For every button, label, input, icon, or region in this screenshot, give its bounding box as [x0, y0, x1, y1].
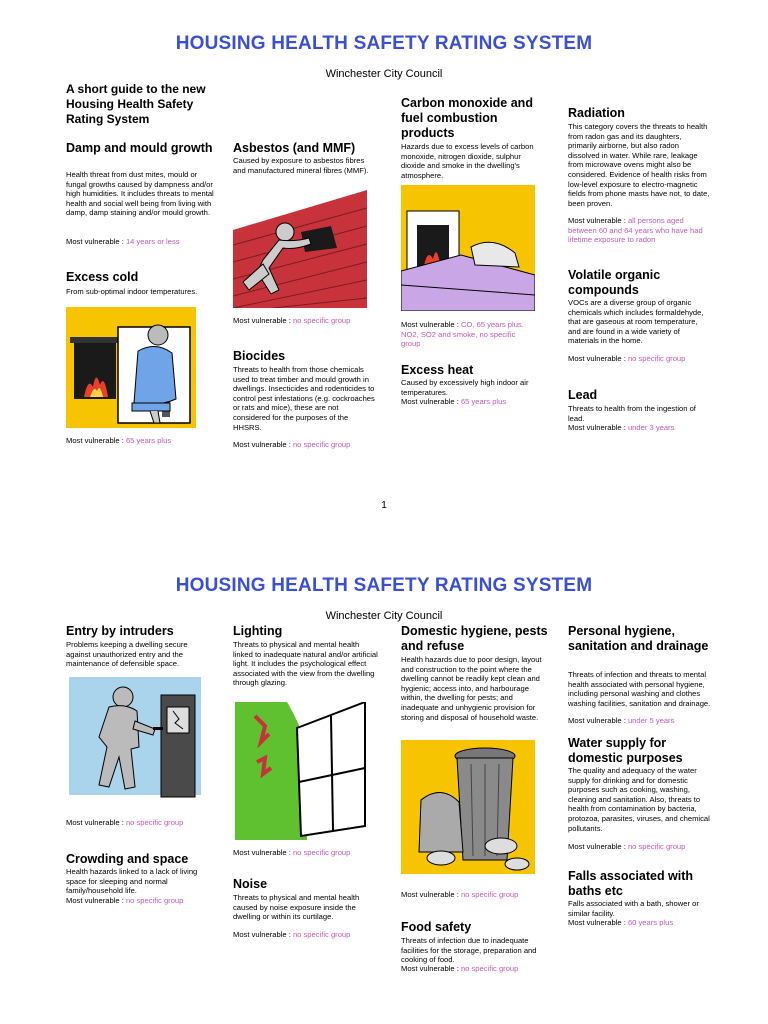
section-body-food: Threats of infection due to inadequate facilities for the storage, preparation and cooking of food. — [401, 936, 537, 965]
vulnerable-biocides: Most vulnerable : no specific group — [233, 440, 351, 449]
section-body-lead: Threats to health from the ingestion of lead. — [568, 404, 696, 423]
council-name: Winchester City Council — [325, 68, 443, 80]
section-heading-noise: Noise — [233, 877, 268, 891]
vulnerable-voc: Most vulnerable : no specific group — [568, 354, 686, 363]
section-heading-cold: Excess cold — [66, 270, 139, 284]
section-body-domestic: Health hazards due to poor design, layout and construction to the point where the dwelling cannot be readily kept clean and hygienic; access into, and harbourage within, the dwelling for pests; and inadequate and unhygienic provision for storing and disposal of household waste. — [401, 655, 542, 722]
section-heading-lead: Lead — [568, 388, 598, 402]
lighting-illustration — [235, 702, 367, 840]
section-body-damp: Health threat from dust mites, mould or fungal growths caused by dampness and/or high humidities. It includes threats to mental health and social well being from living with damp, damp staining and/or mould growth. — [66, 170, 214, 218]
vulnerable-domestic: Most vulnerable : no specific group — [401, 890, 519, 899]
vulnerable-lighting: Most vulnerable : no specific group — [233, 848, 351, 857]
section-body-water: The quality and adequacy of the water supply for drinking and for domestic purposes such as cooking, washing, cleaning and sanitation. Also, threats to health from contamination by bacteria, protozoa, parasites, viruses, and chemical pollutants. — [568, 766, 710, 833]
section-body-intruders: Problems keeping a dwelling secure against unauthorized entry and the maintenance of defensible space. — [66, 640, 188, 669]
vulnerable-water: Most vulnerable : no specific group — [568, 842, 686, 851]
pests-illustration — [401, 740, 535, 874]
page-number: 1 — [381, 500, 387, 511]
vulnerable-lead: Most vulnerable : under 3 years — [568, 423, 675, 432]
vulnerable-heat: Most vulnerable : 65 years plus — [401, 397, 507, 406]
vulnerable-asbestos: Most vulnerable : no specific group — [233, 316, 351, 325]
vulnerable-carbon: Most vulnerable : CO, 65 years plus. NO2, SO2 and smoke, no specific group — [401, 320, 524, 349]
intro-heading: A short guide to the new Housing Health Safety Rating System — [66, 82, 206, 126]
section-body-personal: Threats of infection and threats to mental health associated with personal hygiene, including personal washing and clothes washing facilities, sanitation and drainage. — [568, 670, 711, 708]
vulnerable-intruders: Most vulnerable : no specific group — [66, 818, 184, 827]
section-body-asbestos: Caused by exposure to asbestos fibres and manufactured mineral fibres (MMF). — [233, 156, 369, 175]
section-body-biocides: Threats to health from those chemicals used to treat timber and mould growth in dwellings. Insecticides and rodenticides to control pest infestations (e.g. cockroaches or rats and mice), these are not considered for the purposes of the HHSRS. — [233, 365, 375, 432]
section-heading-food: Food safety — [401, 920, 472, 934]
section-heading-voc: Volatile organic compounds — [568, 268, 661, 297]
section-heading-water: Water supply for domestic purposes — [568, 736, 683, 765]
asbestos-illustration — [233, 190, 367, 308]
section-heading-radiation: Radiation — [568, 106, 625, 120]
section-body-lighting: Threats to physical and mental health linked to inadequate natural and/or artificial light. It includes the psychological effect associated with the view from the dwelling through glazing. — [233, 640, 378, 688]
page-title: HOUSING HEALTH SAFETY RATING SYSTEM — [175, 33, 593, 54]
excess-cold-illustration — [66, 307, 196, 428]
section-heading-falls: Falls associated with baths etc — [568, 869, 694, 898]
section-heading-domestic: Domestic hygiene, pests and refuse — [401, 624, 548, 653]
vulnerable-radiation: Most vulnerable : all persons aged between 60 and 64 years who have had lifetime exposure to radon — [568, 216, 703, 245]
page-title-2: HOUSING HEALTH SAFETY RATING SYSTEM — [175, 575, 593, 596]
council-name-2: Winchester City Council — [325, 610, 443, 622]
vulnerable-noise: Most vulnerable : no specific group — [233, 930, 351, 939]
section-heading-intruders: Entry by intruders — [66, 624, 174, 638]
vulnerable-cold: Most vulnerable : 65 years plus — [66, 436, 172, 445]
intruder-illustration — [69, 677, 201, 807]
section-body-crowding: Health hazards linked to a lack of living space for sleeping and normal family/household life. — [66, 867, 198, 896]
vulnerable-food: Most vulnerable : no specific group — [401, 964, 519, 973]
section-heading-damp: Damp and mould growth — [66, 141, 213, 155]
section-heading-asbestos: Asbestos (and MMF) — [233, 141, 356, 155]
section-body-noise: Threats to physical and mental health caused by noise exposure inside the dwelling or within its curtilage. — [233, 893, 360, 922]
section-heading-heat: Excess heat — [401, 363, 474, 377]
section-body-falls: Falls associated with a bath, shower or similar facility. — [568, 899, 699, 918]
section-heading-lighting: Lighting — [233, 624, 283, 638]
vulnerable-crowding: Most vulnerable : no specific group — [66, 896, 184, 905]
section-body-carbon: Hazards due to excess levels of carbon monoxide, nitrogen dioxide, sulphur dioxide and smoke in the dwelling's atmosphere. — [401, 142, 534, 180]
vulnerable-personal: Most vulnerable : under 5 years — [568, 716, 675, 725]
section-body-radiation: This category covers the threats to health from radon gas and its daughters, primarily airborne, but also radon dissolved in water. While rare, leakage from microwave ovens might also be considered. Evidence of health risks from low-level exposure to electro-magnetic fields from phone masts have not, to date, been proven. — [568, 122, 710, 208]
section-heading-crowding: Crowding and space — [66, 852, 189, 866]
section-body-cold: From sub-optimal indoor temperatures. — [66, 287, 198, 296]
section-body-heat: Caused by excessively high indoor air temperatures. — [401, 378, 529, 397]
section-body-voc: VOCs are a diverse group of organic chemicals which includes formaldehyde, that are gaseous at room temperature, and are found in a wide variety of materials in the home. — [568, 298, 704, 346]
vulnerable-falls: Most vulnerable : 60 years plus — [568, 918, 674, 927]
section-heading-personal: Personal hygiene, sanitation and drainage — [568, 624, 709, 653]
vulnerable-damp: Most vulnerable : 14 years or less — [66, 237, 180, 246]
section-heading-carbon: Carbon monoxide and fuel combustion products — [401, 96, 533, 140]
carbon-monoxide-illustration — [401, 185, 535, 311]
section-heading-biocides: Biocides — [233, 349, 286, 363]
